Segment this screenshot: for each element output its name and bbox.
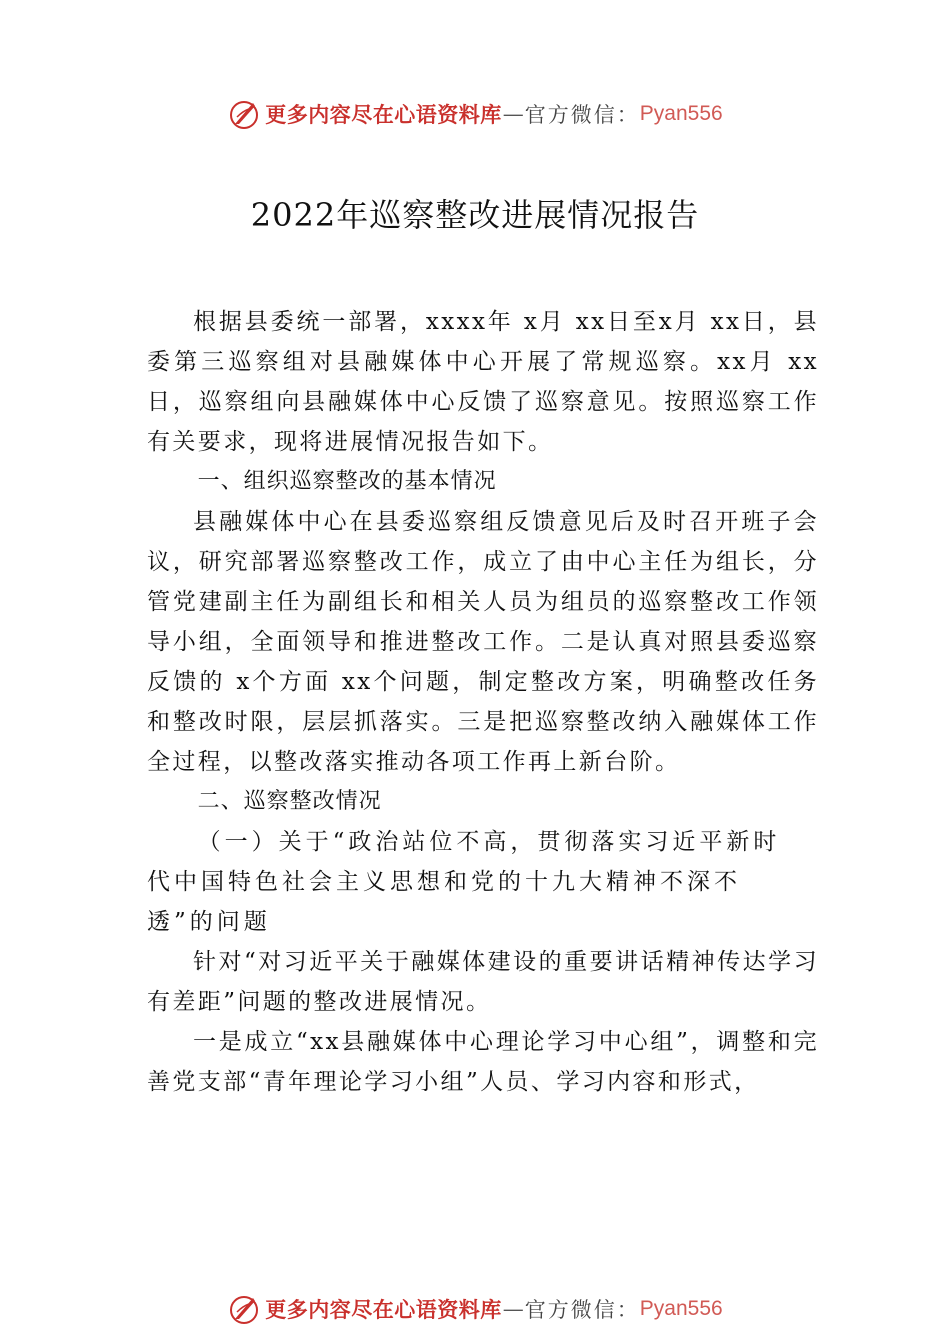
quill-logo-icon [227,97,261,131]
header-watermark [0,94,950,134]
section-2-heading: 二、巡察整改情况 [197,789,382,814]
subsection-1-paragraph-1: 针对“对习近平关于融媒体建设的重要讲话精神传达学习有差距”问题的整改进展情况。 [147,949,819,1015]
footer-watermark [0,1289,950,1329]
watermark-wechat-label: 官方微信： [524,1298,640,1322]
watermark-brand-text: 更多内容尽在心语资料库 [265,1297,502,1322]
section-1-paragraph: 县融媒体中心在县委巡察组反馈意见后及时召开班子会议，研究部署巡察整改工作，成立了由中心主任为组长，分管党建副主任为副组长和相关人员为组员的巡察整改工作领导小组，全面领导和推进整改工作。二是认真对照县委巡察反馈的 x个方面 xx个问题，制定整改方案，明确整改任务和整改时限，层层抓落实。三是把巡察整改纳入融媒体工作全过程，以整改落实推动各项工作再上新台阶。 [147,509,819,775]
watermark-account: Pyan556 [639,102,723,125]
subsection-1-heading: （一）关于“政治站位不高，贯彻落实习近平新时代中国特色社会主义思想和党的十九大精神不深不透”的问题 [147,829,781,935]
watermark-account: Pyan556 [639,1297,723,1320]
intro-paragraph: 根据县委统一部署，xxxx年 x月 xx日至x月 xx日，县委第三巡察组对县融媒体中心开展了常规巡察。xx月 xx日，巡察组向县融媒体中心反馈了巡察意见。按照巡察工作有关要求，现将进展情况报告如下。 [147,309,819,455]
watermark-dash: — [502,1297,524,1321]
watermark-brand-text: 更多内容尽在心语资料库 [265,102,502,127]
quill-logo-icon [227,1292,261,1326]
subsection-1-paragraph-2: 一是成立“xx县融媒体中心理论学习中心组”，调整和完善党支部“青年理论学习小组”人员、学习内容和形式， [147,1029,819,1095]
section-1-heading: 一、组织巡察整改的基本情况 [197,469,497,494]
watermark-wechat-label: 官方微信： [524,103,640,127]
document-title: 2022年巡察整改进展情况报告 [250,196,700,234]
document-body [147,302,819,1102]
watermark-dash: — [502,102,524,126]
